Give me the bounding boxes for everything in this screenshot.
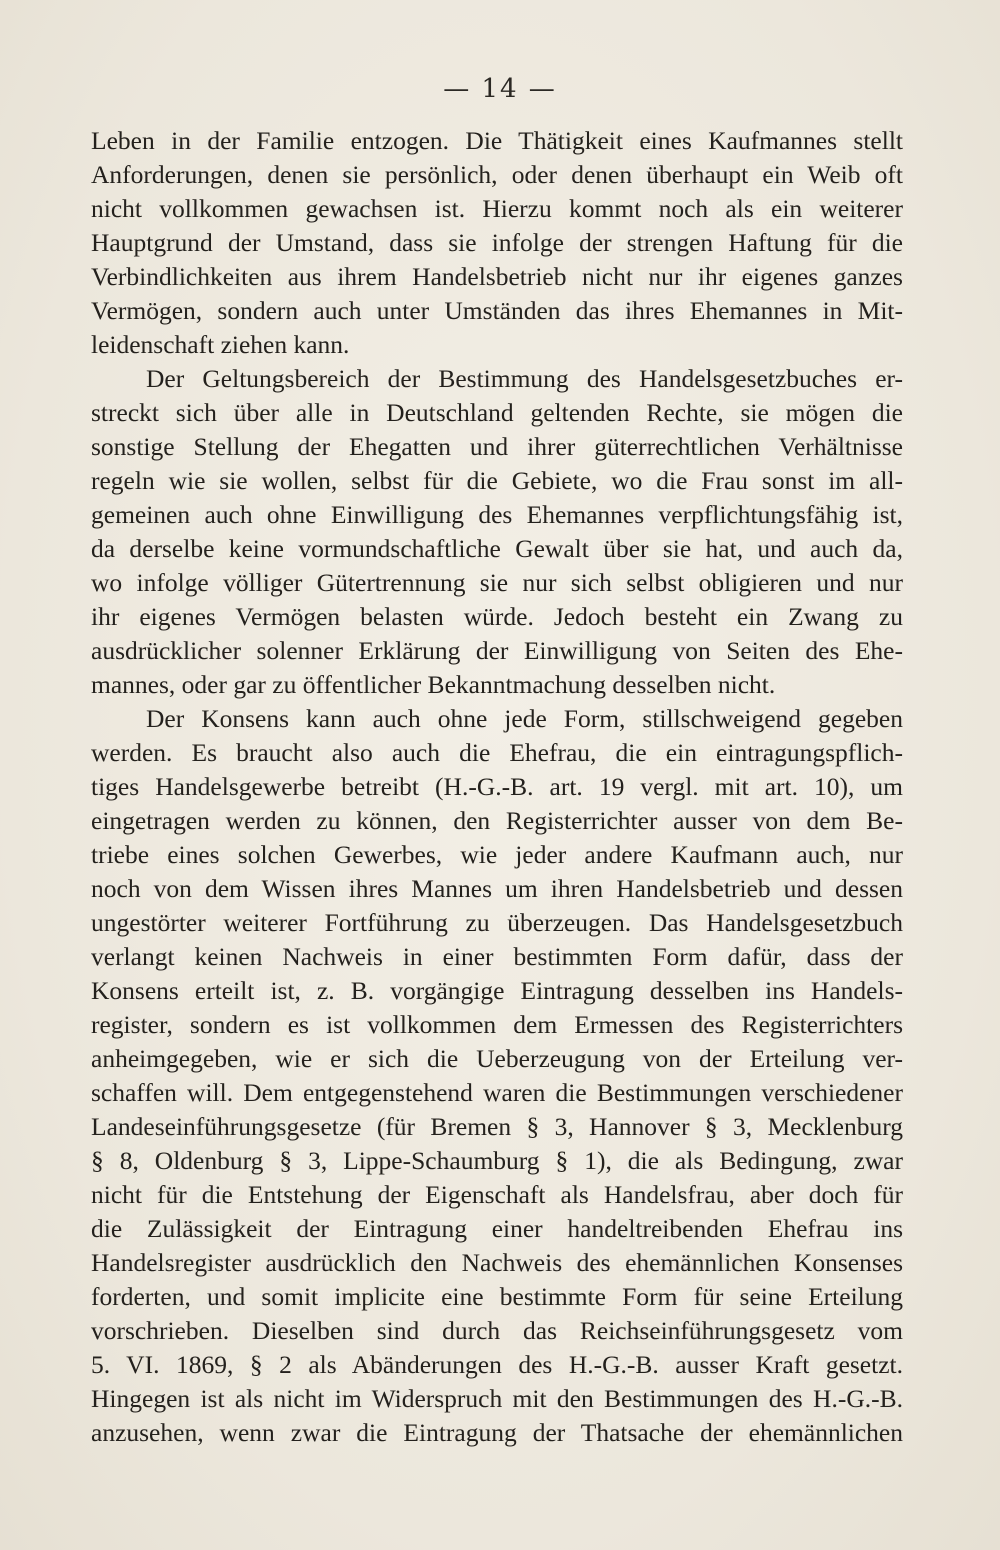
text-line: Der Geltungsbereich der Bestimmung des Handelsgesetzbuches er-: [146, 364, 903, 393]
text-line: tiges Handelsgewerbe betreibt (H.-G.-B. art. 19 vergl. mit art. 10), um: [91, 772, 903, 801]
paragraph: [91, 124, 903, 362]
text-line: triebe eines solchen Gewerbes, wie jeder andere Kaufmann auch, nur: [91, 840, 903, 869]
text-line: regeln wie sie wollen, selbst für die Gebiete, wo die Frau sonst im all-: [91, 466, 903, 495]
text-line: verlangt keinen Nachweis in einer bestimmten Form dafür, dass der: [91, 942, 903, 971]
paragraph: [91, 362, 903, 702]
text-line: die Zulässigkeit der Eintragung einer handeltreibenden Ehefrau ins: [91, 1214, 903, 1243]
text-line: Hingegen ist als nicht im Widerspruch mit den Bestimmungen des H.-G.-B.: [91, 1384, 903, 1413]
text-line: Der Konsens kann auch ohne jede Form, stillschweigend gegeben: [146, 704, 903, 733]
text-line: register, sondern es ist vollkommen dem Ermessen des Registerrichters: [91, 1010, 903, 1039]
text-line: vorschrieben. Dieselben sind durch das Reichseinführungsgesetz vom: [91, 1316, 903, 1345]
text-line: anzusehen, wenn zwar die Eintragung der Thatsache der ehemännlichen: [91, 1418, 903, 1447]
text-line: § 8, Oldenburg § 3, Lippe-Schaumburg § 1), die als Bedingung, zwar: [91, 1146, 903, 1175]
text-line: Landeseinführungsgesetze (für Bremen § 3, Hannover § 3, Mecklenburg: [91, 1112, 903, 1141]
text-line: sonstige Stellung der Ehegatten und ihrer güterrechtlichen Verhältnisse: [91, 432, 903, 461]
text-line: mannes, oder gar zu öffentlicher Bekanntmachung desselben nicht.: [91, 670, 776, 699]
text-line: Anforderungen, denen sie persönlich, oder denen überhaupt ein Weib oft: [91, 160, 903, 189]
text-line: Hauptgrund der Umstand, dass sie infolge der strengen Haftung für die: [91, 228, 903, 257]
text-line: eingetragen werden zu können, den Registerrichter ausser von dem Be-: [91, 806, 903, 835]
text-line: ihr eigenes Vermögen belasten würde. Jedoch besteht ein Zwang zu: [91, 602, 903, 631]
text-line: 5. VI. 1869, § 2 als Abänderungen des H.-G.-B. ausser Kraft gesetzt.: [91, 1350, 903, 1379]
text-line: forderten, und somit implicite eine bestimmte Form für seine Erteilung: [91, 1282, 903, 1311]
text-line: noch von dem Wissen ihres Mannes um ihren Handelsbetrieb und dessen: [91, 874, 903, 903]
text-line: ausdrücklicher solenner Erklärung der Einwilligung von Seiten des Ehe-: [91, 636, 903, 665]
text-line: da derselbe keine vormundschaftliche Gewalt über sie hat, und auch da,: [91, 534, 903, 563]
text-line: schaffen will. Dem entgegenstehend waren die Bestimmungen verschiedener: [91, 1078, 903, 1107]
text-line: nicht für die Entstehung der Eigenschaft als Handelsfrau, aber doch für: [91, 1180, 903, 1209]
text-line: leidenschaft ziehen kann.: [91, 330, 350, 359]
text-line: Konsens erteilt ist, z. B. vorgängige Eintragung desselben ins Handels-: [91, 976, 903, 1005]
text-line: streckt sich über alle in Deutschland geltenden Rechte, sie mögen die: [91, 398, 903, 427]
text-line: werden. Es braucht also auch die Ehefrau, die ein eintragungspflich-: [91, 738, 903, 767]
text-line: ungestörter weiterer Fortführung zu überzeugen. Das Handelsgesetzbuch: [91, 908, 903, 937]
body-text: [91, 124, 903, 1450]
text-line: anheimgegeben, wie er sich die Ueberzeugung von der Erteilung ver-: [91, 1044, 903, 1073]
text-line: Handelsregister ausdrücklich den Nachweis des ehemännlichen Konsenses: [91, 1248, 903, 1277]
text-line: Leben in der Familie entzogen. Die Thätigkeit eines Kaufmannes stellt: [91, 126, 903, 155]
text-line: wo infolge völliger Gütertrennung sie nur sich selbst obligieren und nur: [91, 568, 903, 597]
page-number: — 14 —: [443, 74, 557, 104]
text-line: Vermögen, sondern auch unter Umständen das ihres Ehemannes in Mit-: [91, 296, 903, 325]
text-line: Verbindlichkeiten aus ihrem Handelsbetrieb nicht nur ihr eigenes ganzes: [91, 262, 903, 291]
text-line: nicht vollkommen gewachsen ist. Hierzu kommt noch als ein weiterer: [91, 194, 903, 223]
text-line: gemeinen auch ohne Einwilligung des Ehemannes verpflichtungsfähig ist,: [91, 500, 903, 529]
paragraph: [91, 702, 903, 1450]
